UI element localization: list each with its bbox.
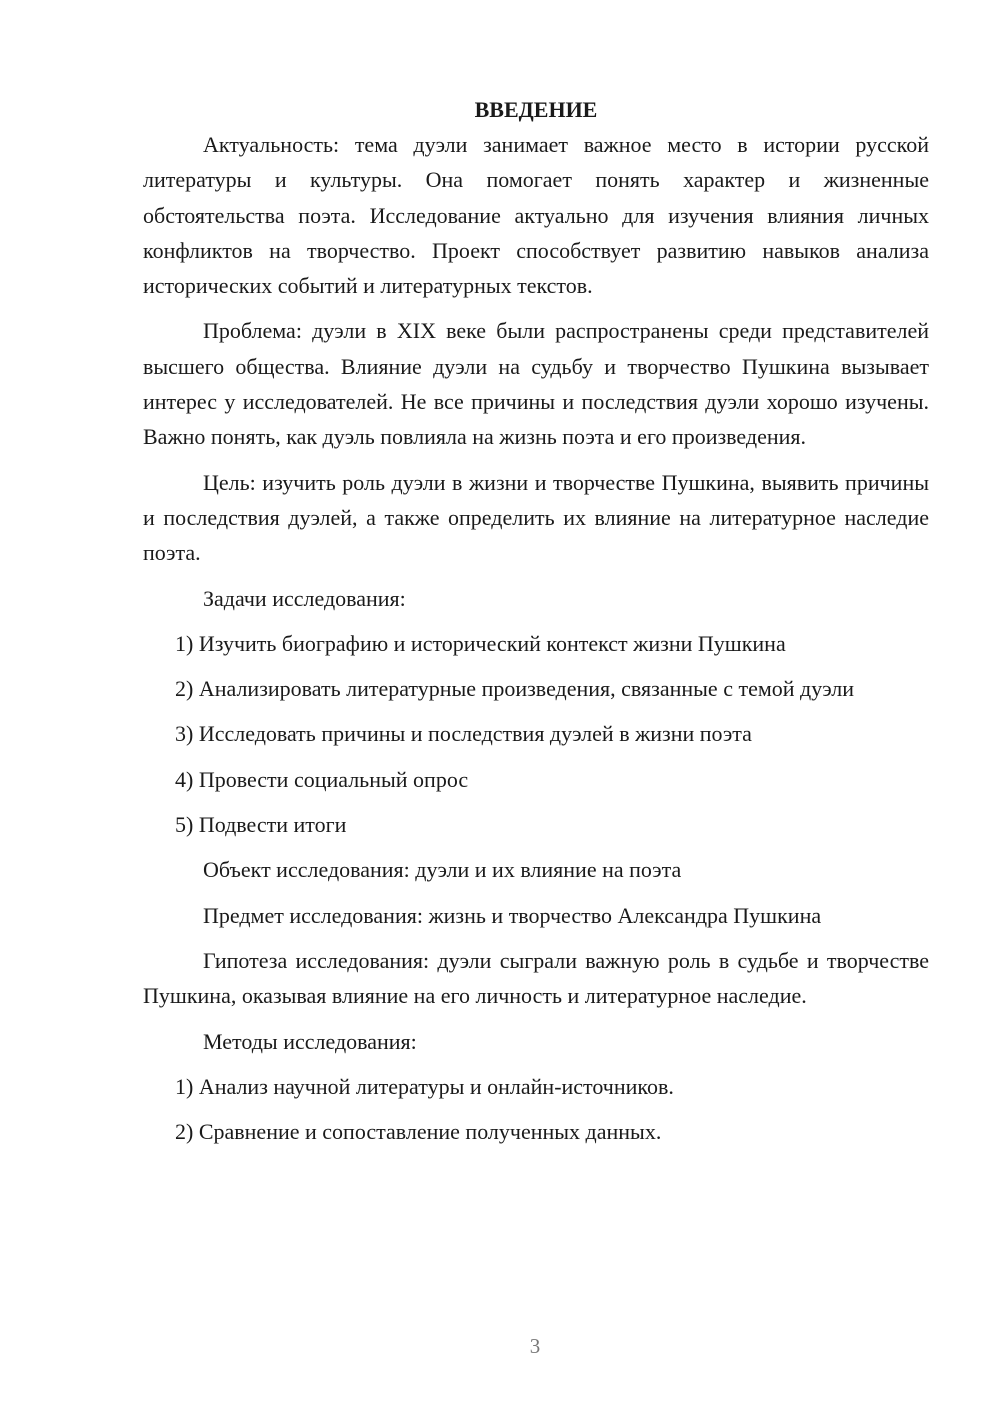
document-page	[143, 95, 929, 1159]
goal-paragraph: Цель: изучить роль дуэли в жизни и творчестве Пушкина, выявить причины и последствия дуэлей, а также определить их влияние на литературное наследие поэта.	[143, 469, 929, 566]
page-number: 3	[529, 1334, 541, 1358]
method-item: 2) Сравнение и сопоставление полученных данных.	[175, 1119, 662, 1145]
methods-heading: Методы исследования:	[203, 1028, 417, 1054]
task-item: 1) Изучить биографию и исторический контекст жизни Пушкина	[175, 630, 786, 656]
task-item: 2) Анализировать литературные произведения, связанные с темой дуэли	[175, 676, 855, 702]
task-item: 3) Исследовать причины и последствия дуэлей в жизни поэта	[175, 721, 752, 747]
subject-line: Предмет исследования: жизнь и творчество Александра Пушкина	[203, 902, 822, 928]
page-title: ВВЕДЕНИЕ	[474, 97, 598, 122]
hypothesis-paragraph: Гипотеза исследования: дуэли сыграли важную роль в судьбе и творчестве Пушкина, оказывая влияние на его личность и литературное наследие.	[143, 947, 929, 1009]
tasks-heading: Задачи исследования:	[203, 585, 406, 611]
task-item: 5) Подвести итоги	[175, 812, 347, 838]
task-item: 4) Провести социальный опрос	[175, 766, 469, 792]
relevance-paragraph: Актуальность: тема дуэли занимает важное место в истории русской литературы и культуры. Она помогает понять характер и жизненные обстоятельства поэта. Исследование актуально для изучения влияния личных конфликтов на творчество. Проект способствует развитию навыков анализа исторических событий и литературных текстов.	[143, 132, 929, 299]
problem-paragraph: Проблема: дуэли в XIX веке были распространены среди представителей высшего общества. Влияние дуэли на судьбу и творчество Пушкина вызывает интерес у исследователей. Не все причины и последствия дуэли хорошо изучены. Важно понять, как дуэль повлияла на жизнь поэта и его произведения.	[143, 318, 929, 450]
object-line: Объект исследования: дуэли и их влияние на поэта	[203, 857, 682, 883]
method-item: 1) Анализ научной литературы и онлайн-источников.	[175, 1073, 674, 1099]
